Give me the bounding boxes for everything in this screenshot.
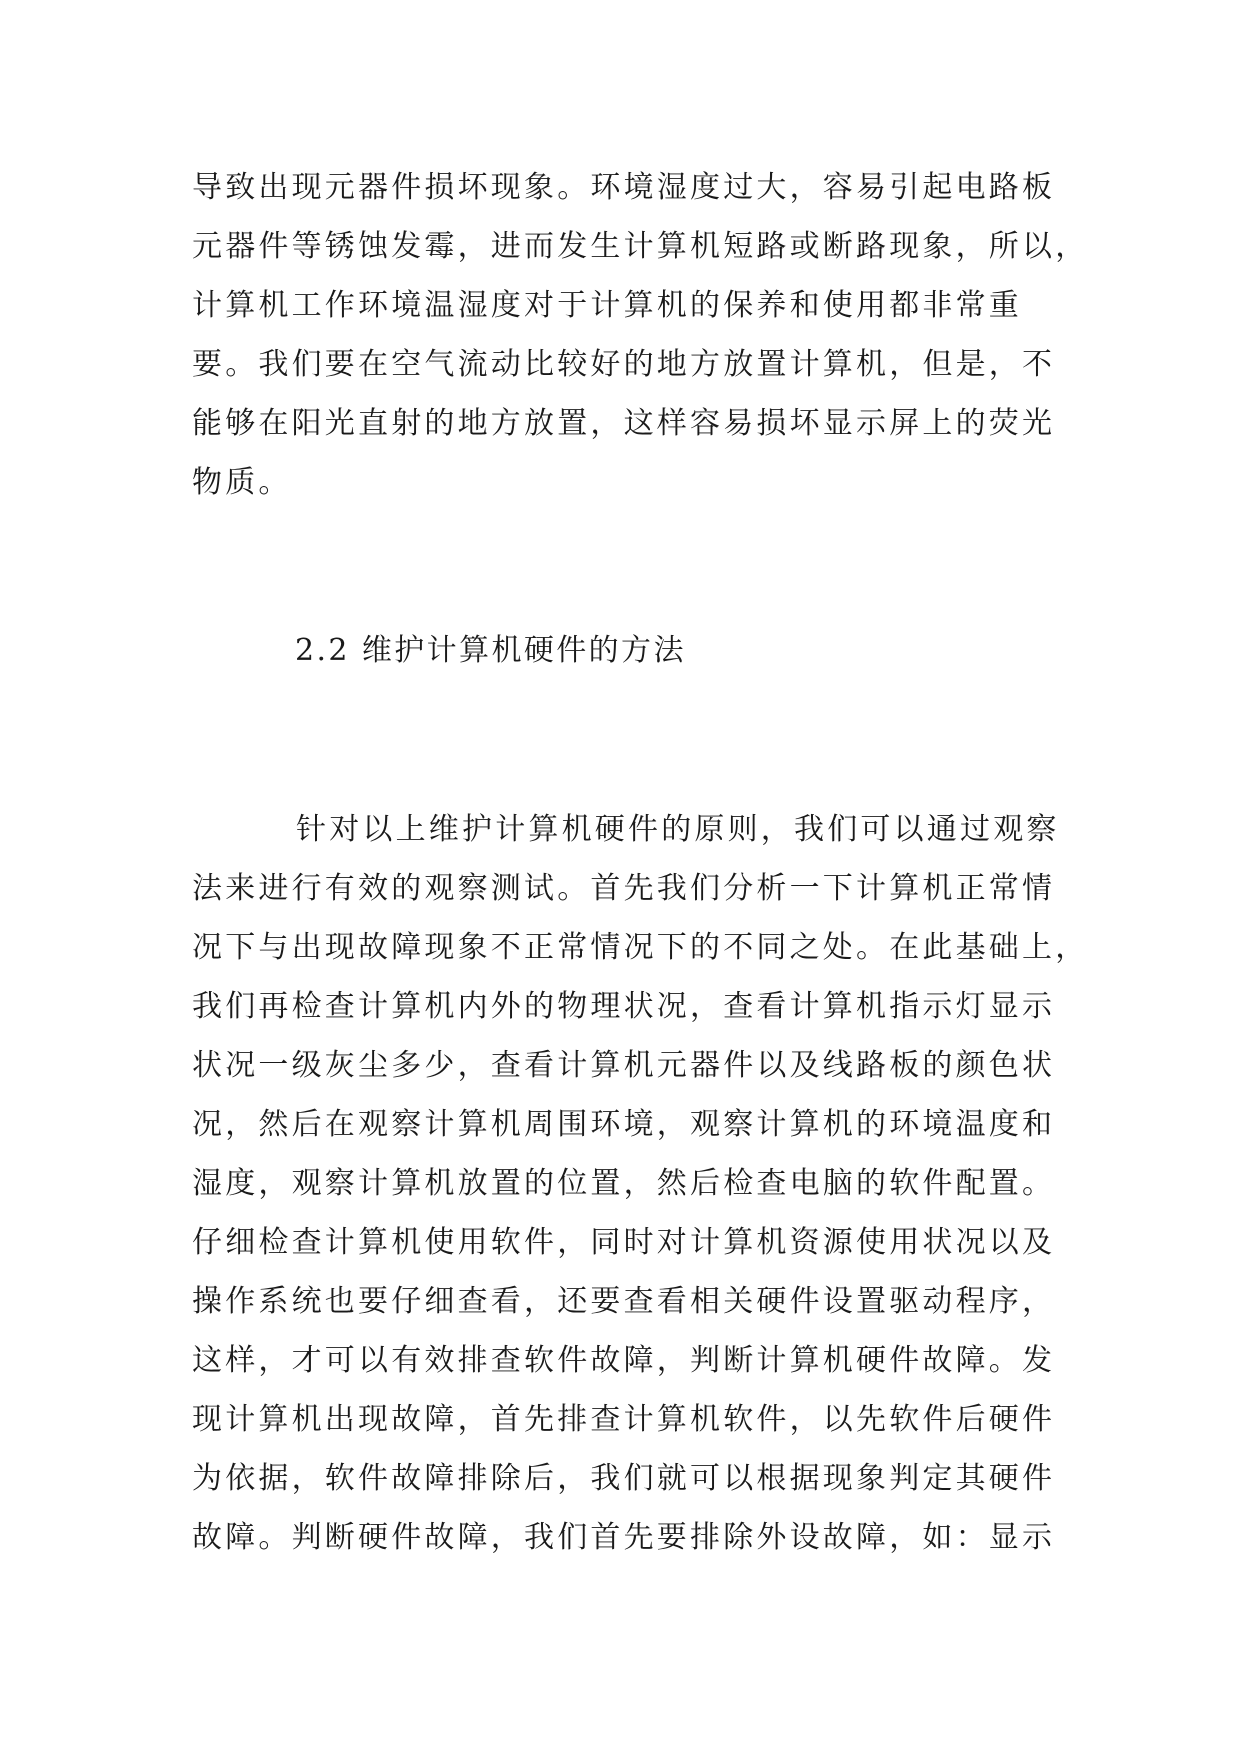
paragraph-line: 法来进行有效的观察测试。首先我们分析一下计算机正常情 [192, 871, 1056, 906]
paragraph-line: 故障。判断硬件故障，我们首先要排除外设故障，如：显示 [192, 1520, 1056, 1555]
paragraph-line: 状况一级灰尘多少，查看计算机元器件以及线路板的颜色状 [192, 1048, 1056, 1083]
paragraph-line: 物质。 [192, 465, 292, 500]
paragraph-line: 针对以上维护计算机硬件的原则，我们可以通过观察 [296, 812, 1060, 847]
paragraph-line: 元器件等锈蚀发霉，进而发生计算机短路或断路现象，所以， [192, 229, 1089, 264]
paragraph-line: 这样，才可以有效排查软件故障，判断计算机硬件故障。发 [192, 1343, 1056, 1378]
paragraph-line: 湿度，观察计算机放置的位置，然后检查电脑的软件配置。 [192, 1166, 1056, 1201]
paragraph-environment [192, 158, 1089, 512]
section-heading: 2.2 维护计算机硬件的方法 [295, 633, 686, 668]
paragraph-line: 况，然后在观察计算机周围环境，观察计算机的环境温度和 [192, 1107, 1056, 1142]
paragraph-line: 现计算机出现故障，首先排查计算机软件，以先软件后硬件 [192, 1402, 1056, 1437]
paragraph-line: 仔细检查计算机使用软件，同时对计算机资源使用状况以及 [192, 1225, 1056, 1260]
paragraph-line: 要。我们要在空气流动比较好的地方放置计算机，但是，不 [192, 347, 1056, 382]
paragraph-hardware-methods [192, 800, 1089, 1567]
paragraph-line: 我们再检查计算机内外的物理状况，查看计算机指示灯显示 [192, 989, 1056, 1024]
paragraph-line: 计算机工作环境温湿度对于计算机的保养和使用都非常重 [192, 288, 1022, 323]
paragraph-line: 导致出现元器件损坏现象。环境湿度过大，容易引起电路板 [192, 170, 1056, 205]
paragraph-line: 况下与出现故障现象不正常情况下的不同之处。在此基础上， [192, 930, 1089, 965]
paragraph-line: 操作系统也要仔细查看，还要查看相关硬件设置驱动程序， [192, 1284, 1056, 1319]
paragraph-line: 能够在阳光直射的地方放置，这样容易损坏显示屏上的荧光 [192, 406, 1056, 441]
paragraph-line: 为依据，软件故障排除后，我们就可以根据现象判定其硬件 [192, 1461, 1056, 1496]
